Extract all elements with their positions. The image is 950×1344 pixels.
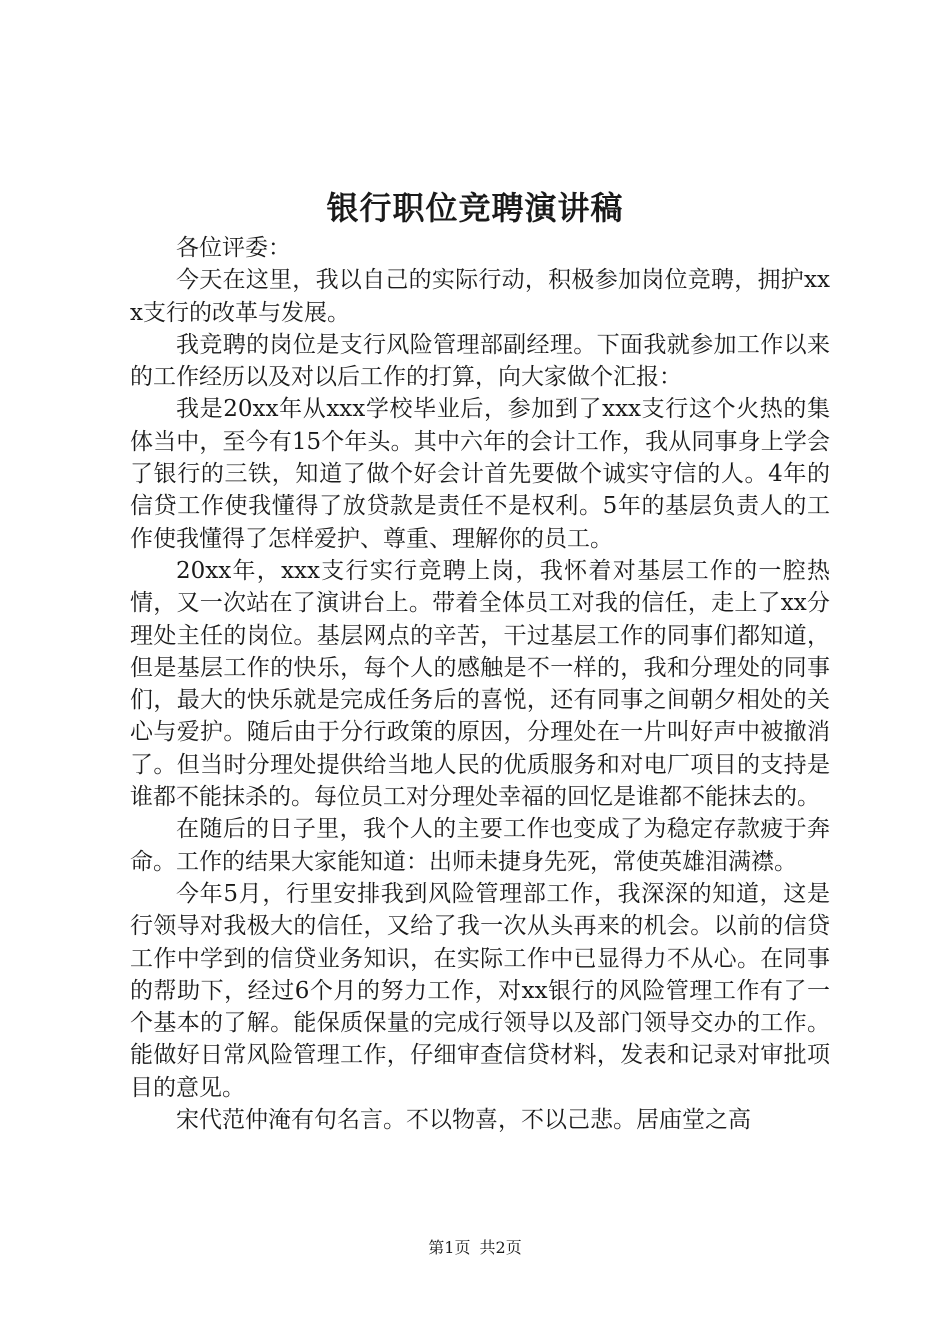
- paragraph: 今天在这里，我以自己的实际行动，积极参加岗位竞聘，拥护xxx支行的改革与发展。: [130, 267, 830, 326]
- paragraph: 在随后的日子里，我个人的主要工作也变成了为稳定存款疲于奔命。工作的结果大家能知道：出师未捷身先死，常使英雄泪满襟。: [130, 816, 830, 875]
- paragraph-salutation: 各位评委：: [176, 235, 291, 261]
- page-footer: [0, 1237, 950, 1259]
- paragraph: 宋代范仲淹有句名言。不以物喜，不以己悲。居庙堂之高: [176, 1107, 751, 1134]
- document-body: [130, 232, 830, 1136]
- paragraph: 20xx年，xxx支行实行竞聘上岗，我怀着对基层工作的一腔热情，又一次站在了演讲台上。带着全体员工对我的信任，走上了xx分理处主任的岗位。基层网点的辛苦，干过基层工作的同事们都知道，但是基层工作的快乐，每个人的感触是不一样的，我和分理处的同事们，最大的快乐就是完成任务后的喜悦，还有同事之间朝夕相处的关心与爱护。随后由于分行政策的原因，分理处在一片叫好声中被撤消了。但当时分理处提供给当地人民的优质服务和对电厂项目的支持是谁都不能抹杀的。每位员工对分理处幸福的回忆是谁都不能抹去的。: [130, 557, 830, 811]
- document-title: 银行职位竞聘演讲稿: [326, 189, 624, 227]
- paragraph: 我竞聘的岗位是支行风险管理部副经理。下面我就参加工作以来的工作经历以及对以后工作的打算，向大家做个汇报：: [130, 331, 830, 391]
- paragraph: 我是20xx年从xxx学校毕业后，参加到了xxx支行这个火热的集体当中，至今有15个年头。其中六年的会计工作，我从同事身上学会了银行的三铁，知道了做个好会计首先要做个诚实守信的人。4年的信贷工作使我懂得了放贷款是责任不是权利。5年的基层负责人的工作使我懂得了怎样爱护、尊重、理解你的员工。: [130, 396, 830, 552]
- page-number: 第1页: [428, 1238, 471, 1257]
- paragraph: 今年5月，行里安排我到风险管理部工作，我深深的知道，这是行领导对我极大的信任，又给了我一次从头再来的机会。以前的信贷工作中学到的信贷业务知识，在实际工作中已显得力不从心。在同事的帮助下，经过6个月的努力工作，对xx银行的风险管理工作有了一个基本的了解。能保质保量的完成行领导以及部门领导交办的工作。能做好日常风险管理工作，仔细审查信贷材料，发表和记录对审批项目的意见。: [130, 880, 830, 1101]
- page-total: 共2页: [479, 1238, 522, 1257]
